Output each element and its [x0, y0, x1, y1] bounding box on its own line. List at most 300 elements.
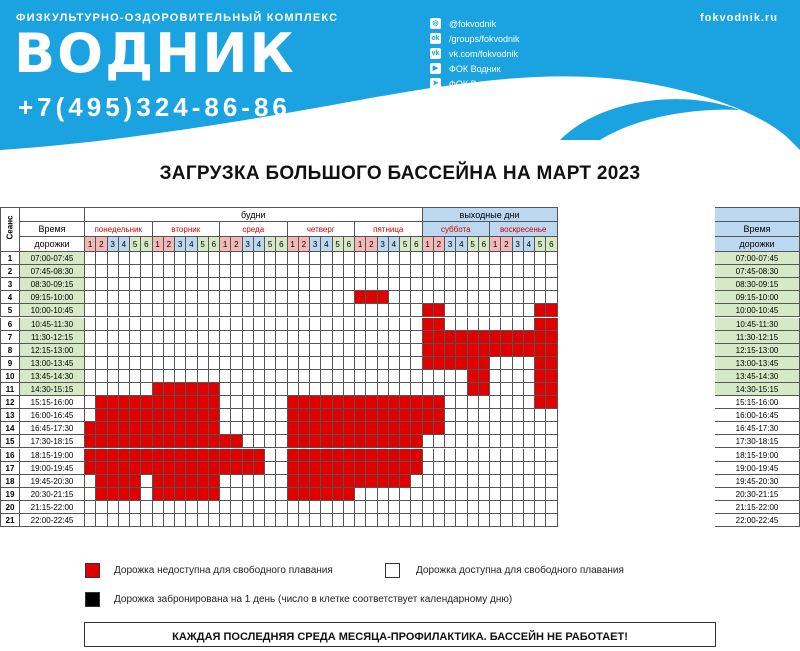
lane-slot	[231, 278, 242, 291]
lane-slot	[108, 252, 119, 265]
lane-slot	[445, 514, 456, 527]
lanes-header: дорожки	[20, 237, 85, 252]
legend-available: Дорожка доступна для свободного плавания	[416, 565, 624, 576]
lane-slot	[479, 462, 490, 475]
session-number: 15	[0, 435, 20, 448]
lane-slot	[254, 422, 265, 435]
lane-slot	[546, 435, 557, 448]
lane-slot	[288, 396, 299, 409]
lane-slot	[411, 252, 422, 265]
lane-header: 1	[490, 237, 501, 252]
lane-slot	[276, 278, 287, 291]
lane-header: 1	[355, 237, 366, 252]
lane-slot	[209, 304, 220, 317]
lane-slot	[243, 435, 254, 448]
lane-slot	[243, 318, 254, 331]
lane-slot	[333, 252, 344, 265]
lane-slot	[164, 449, 175, 462]
lane-slot	[321, 396, 332, 409]
lane-slot	[164, 370, 175, 383]
lane-slot	[355, 344, 366, 357]
lane-slot	[378, 449, 389, 462]
time-slot-right: 13:00-13:45	[715, 357, 800, 370]
lane-slot	[400, 396, 411, 409]
lane-slot	[175, 462, 186, 475]
complex-subtitle: ФИЗКУЛЬТУРНО-ОЗДОРОВИТЕЛЬНЫЙ КОМПЛЕКС	[16, 12, 339, 24]
lane-slot	[164, 331, 175, 344]
time-slot-right: 13:45-14:30	[715, 370, 800, 383]
lane-slot	[524, 409, 535, 422]
time-slot-right: 17:30-18:15	[715, 435, 800, 448]
time-slot-left: 11:30-12:15	[20, 331, 85, 344]
lane-slot	[310, 475, 321, 488]
lane-slot	[265, 409, 276, 422]
lane-slot	[96, 462, 107, 475]
lane-slot	[321, 344, 332, 357]
lane-slot	[209, 514, 220, 527]
lane-slot	[186, 514, 197, 527]
lane-slot	[378, 252, 389, 265]
lane-slot	[220, 291, 231, 304]
lane-slot	[186, 435, 197, 448]
lane-slot	[96, 318, 107, 331]
lane-slot	[141, 435, 152, 448]
lane-slot	[119, 252, 130, 265]
lane-slot	[479, 331, 490, 344]
lanes-header-right: дорожки	[715, 237, 800, 252]
lane-slot	[434, 344, 445, 357]
lane-slot	[468, 422, 479, 435]
lane-slot	[366, 462, 377, 475]
lane-slot	[288, 501, 299, 514]
lane-slot	[198, 383, 209, 396]
lane-slot	[490, 449, 501, 462]
lane-slot	[254, 435, 265, 448]
lane-slot	[243, 304, 254, 317]
lane-slot	[513, 422, 524, 435]
lane-slot	[254, 475, 265, 488]
lane-slot	[288, 383, 299, 396]
lane-slot	[175, 383, 186, 396]
lane-header: 6	[276, 237, 287, 252]
lane-slot	[490, 265, 501, 278]
lane-slot	[130, 449, 141, 462]
lane-slot	[344, 357, 355, 370]
lane-slot	[231, 304, 242, 317]
lane-slot	[411, 409, 422, 422]
lane-slot	[513, 370, 524, 383]
lane-slot	[288, 435, 299, 448]
lane-slot	[378, 501, 389, 514]
lane-slot	[299, 462, 310, 475]
lane-slot	[231, 462, 242, 475]
lane-slot	[501, 304, 512, 317]
lane-slot	[535, 291, 546, 304]
lane-header: 1	[153, 237, 164, 252]
lane-slot	[501, 501, 512, 514]
lane-slot	[423, 435, 434, 448]
lane-slot	[265, 331, 276, 344]
lane-slot	[490, 357, 501, 370]
lane-slot	[423, 422, 434, 435]
lane-slot	[524, 265, 535, 278]
lane-slot	[198, 462, 209, 475]
session-number: 18	[0, 475, 20, 488]
lane-slot	[231, 449, 242, 462]
lane-slot	[220, 370, 231, 383]
phone-number[interactable]: +7(495)324-86-86	[18, 92, 291, 122]
lane-slot	[423, 252, 434, 265]
social-row[interactable]	[430, 46, 520, 61]
lane-slot	[366, 265, 377, 278]
lane-slot	[288, 344, 299, 357]
lane-slot	[411, 396, 422, 409]
lane-slot	[265, 396, 276, 409]
lane-slot	[85, 370, 96, 383]
session-number: 14	[0, 422, 20, 435]
lane-slot	[209, 422, 220, 435]
lane-slot	[141, 357, 152, 370]
lane-slot	[513, 344, 524, 357]
lane-slot	[344, 475, 355, 488]
lane-slot	[490, 331, 501, 344]
lane-slot	[468, 396, 479, 409]
lane-slot	[321, 318, 332, 331]
lane-slot	[546, 304, 557, 317]
lane-slot	[501, 318, 512, 331]
telegram-icon: ➤	[430, 78, 441, 89]
lane-slot	[321, 331, 332, 344]
lane-slot	[141, 331, 152, 344]
lane-slot	[468, 252, 479, 265]
lane-slot	[130, 331, 141, 344]
session-number: 3	[0, 278, 20, 291]
lane-slot	[141, 462, 152, 475]
lane-slot	[333, 422, 344, 435]
lane-slot	[445, 435, 456, 448]
lane-slot	[85, 488, 96, 501]
lane-slot	[400, 409, 411, 422]
lane-header: 6	[141, 237, 152, 252]
lane-slot	[310, 409, 321, 422]
lane-slot	[456, 304, 467, 317]
lane-slot	[164, 462, 175, 475]
lane-header: 2	[434, 237, 445, 252]
lane-slot	[468, 462, 479, 475]
weekend-header: выходные дни	[423, 207, 558, 222]
lane-slot	[265, 449, 276, 462]
legend-booked: Дорожка забронирована на 1 день (число в клетке соответствует календарному дню)	[114, 594, 513, 605]
lane-slot	[355, 304, 366, 317]
time-slot-right: 12:15-13:00	[715, 344, 800, 357]
lane-slot	[400, 252, 411, 265]
lane-slot	[333, 514, 344, 527]
social-label: vk.com/fokvodnik	[449, 48, 519, 59]
maintenance-notice: КАЖДАЯ ПОСЛЕДНЯЯ СРЕДА МЕСЯЦА-ПРОФИЛАКТИКА. БАССЕЙН НЕ РАБОТАЕТ!	[84, 622, 716, 647]
lane-slot	[378, 488, 389, 501]
lane-slot	[108, 422, 119, 435]
lane-slot	[479, 475, 490, 488]
lane-slot	[231, 422, 242, 435]
lane-slot	[153, 488, 164, 501]
lane-slot	[333, 435, 344, 448]
lane-slot	[186, 265, 197, 278]
lane-slot	[288, 370, 299, 383]
time-slot-right: 07:00-07:45	[715, 252, 800, 265]
lane-slot	[524, 514, 535, 527]
lane-slot	[231, 265, 242, 278]
time-slot-left: 07:45-08:30	[20, 265, 85, 278]
lane-slot	[220, 501, 231, 514]
lane-slot	[209, 265, 220, 278]
lane-slot	[108, 383, 119, 396]
lane-slot	[119, 344, 130, 357]
lane-slot	[355, 291, 366, 304]
lane-slot	[524, 462, 535, 475]
lane-slot	[333, 318, 344, 331]
lane-slot	[378, 409, 389, 422]
lane-slot	[299, 278, 310, 291]
lane-slot	[198, 449, 209, 462]
lane-slot	[254, 396, 265, 409]
lane-slot	[366, 488, 377, 501]
lane-slot	[85, 278, 96, 291]
lane-slot	[175, 291, 186, 304]
lane-slot	[299, 475, 310, 488]
lane-slot	[96, 475, 107, 488]
lane-slot	[164, 422, 175, 435]
social-row[interactable]	[430, 61, 520, 76]
lane-slot	[299, 252, 310, 265]
day-header: воскресенье	[490, 222, 558, 237]
lane-slot	[119, 514, 130, 527]
lane-slot	[366, 396, 377, 409]
lane-slot	[366, 318, 377, 331]
website-link[interactable]: fokvodnik.ru	[699, 12, 778, 24]
lane-slot	[423, 331, 434, 344]
lane-slot	[546, 475, 557, 488]
lane-slot	[513, 265, 524, 278]
lane-slot	[355, 252, 366, 265]
lane-slot	[276, 331, 287, 344]
lane-header: 4	[119, 237, 130, 252]
lane-slot	[310, 318, 321, 331]
lane-slot	[546, 488, 557, 501]
lane-slot	[108, 409, 119, 422]
lane-slot	[423, 304, 434, 317]
lane-slot	[108, 318, 119, 331]
session-number: 4	[0, 291, 20, 304]
lane-slot	[186, 501, 197, 514]
lane-slot	[186, 252, 197, 265]
lane-slot	[130, 357, 141, 370]
social-row[interactable]	[430, 31, 520, 46]
lane-slot	[411, 357, 422, 370]
lane-slot	[175, 514, 186, 527]
lane-slot	[479, 265, 490, 278]
time-slot-right: 18:15-19:00	[715, 449, 800, 462]
lane-slot	[164, 488, 175, 501]
lane-slot	[445, 488, 456, 501]
lane-slot	[96, 383, 107, 396]
lane-slot	[231, 291, 242, 304]
lane-slot	[153, 449, 164, 462]
social-row[interactable]	[430, 76, 520, 91]
lane-header: 4	[389, 237, 400, 252]
lane-slot	[119, 304, 130, 317]
lane-slot	[411, 370, 422, 383]
lane-slot	[119, 370, 130, 383]
lane-slot	[445, 278, 456, 291]
lane-slot	[198, 488, 209, 501]
lane-slot	[198, 514, 209, 527]
lane-slot	[479, 435, 490, 448]
lane-slot	[456, 278, 467, 291]
lane-slot	[164, 278, 175, 291]
lane-slot	[243, 370, 254, 383]
lane-slot	[175, 344, 186, 357]
lane-slot	[479, 357, 490, 370]
lane-slot	[366, 357, 377, 370]
lane-slot	[423, 449, 434, 462]
lane-slot	[445, 331, 456, 344]
social-row[interactable]	[430, 16, 520, 31]
lane-slot	[513, 252, 524, 265]
lane-slot	[423, 514, 434, 527]
lane-slot	[220, 278, 231, 291]
lane-slot	[288, 291, 299, 304]
lane-slot	[119, 396, 130, 409]
lane-slot	[513, 357, 524, 370]
lane-slot	[479, 514, 490, 527]
lane-slot	[468, 370, 479, 383]
time-slot-left: 16:45-17:30	[20, 422, 85, 435]
lane-slot	[490, 462, 501, 475]
lane-slot	[524, 475, 535, 488]
lane-slot	[355, 449, 366, 462]
lane-slot	[490, 488, 501, 501]
lane-slot	[411, 318, 422, 331]
lane-slot	[153, 331, 164, 344]
social-label: /groups/fokvodnik	[449, 33, 520, 44]
lane-slot	[479, 396, 490, 409]
lane-slot	[108, 514, 119, 527]
lane-slot	[198, 278, 209, 291]
lane-slot	[344, 488, 355, 501]
lane-slot	[445, 475, 456, 488]
lane-slot	[209, 278, 220, 291]
lane-slot	[108, 370, 119, 383]
lane-slot	[389, 396, 400, 409]
lane-slot	[130, 370, 141, 383]
lane-slot	[378, 383, 389, 396]
lane-slot	[434, 304, 445, 317]
lane-slot	[130, 396, 141, 409]
lane-header: 2	[299, 237, 310, 252]
lane-slot	[85, 409, 96, 422]
lane-slot	[546, 383, 557, 396]
lane-slot	[243, 265, 254, 278]
lane-slot	[344, 383, 355, 396]
lane-slot	[366, 370, 377, 383]
lane-slot	[254, 383, 265, 396]
time-slot-left: 15:15-16:00	[20, 396, 85, 409]
day-header: среда	[220, 222, 288, 237]
lane-slot	[333, 449, 344, 462]
lane-slot	[490, 344, 501, 357]
lane-slot	[243, 252, 254, 265]
lane-header: 5	[400, 237, 411, 252]
lane-slot	[445, 291, 456, 304]
lane-slot	[164, 304, 175, 317]
lane-slot	[535, 462, 546, 475]
lane-slot	[108, 462, 119, 475]
lane-slot	[389, 488, 400, 501]
lane-slot	[288, 488, 299, 501]
lane-slot	[355, 409, 366, 422]
lane-slot	[130, 278, 141, 291]
lane-slot	[355, 396, 366, 409]
lane-slot	[209, 291, 220, 304]
session-number: 6	[0, 318, 20, 331]
lane-slot	[501, 409, 512, 422]
page-title: ЗАГРУЗКА БОЛЬШОГО БАССЕЙНА НА МАРТ 2023	[159, 163, 641, 184]
lane-slot	[276, 422, 287, 435]
lane-slot	[254, 318, 265, 331]
day-header: пятница	[355, 222, 423, 237]
lane-slot	[164, 265, 175, 278]
lane-slot	[333, 344, 344, 357]
lane-slot	[175, 357, 186, 370]
lane-slot	[333, 475, 344, 488]
lane-slot	[108, 265, 119, 278]
lane-slot	[321, 252, 332, 265]
lane-slot	[513, 409, 524, 422]
lane-slot	[434, 488, 445, 501]
lane-slot	[490, 278, 501, 291]
lane-slot	[209, 449, 220, 462]
lane-slot	[243, 409, 254, 422]
lane-slot	[344, 501, 355, 514]
lane-slot	[153, 344, 164, 357]
lane-slot	[209, 357, 220, 370]
lane-slot	[198, 501, 209, 514]
lane-slot	[513, 278, 524, 291]
lane-slot	[355, 475, 366, 488]
lane-slot	[310, 462, 321, 475]
lane-slot	[445, 265, 456, 278]
session-number: 9	[0, 357, 20, 370]
legend-black-swatch	[85, 592, 100, 607]
lane-slot	[513, 488, 524, 501]
lane-slot	[288, 304, 299, 317]
lane-slot	[434, 462, 445, 475]
lane-slot	[310, 357, 321, 370]
lane-slot	[434, 291, 445, 304]
lane-slot	[220, 344, 231, 357]
lane-slot	[456, 370, 467, 383]
lane-slot	[119, 422, 130, 435]
lane-slot	[501, 252, 512, 265]
lane-slot	[423, 383, 434, 396]
lane-slot	[198, 291, 209, 304]
session-number: 10	[0, 370, 20, 383]
lane-slot	[513, 435, 524, 448]
lane-slot	[344, 278, 355, 291]
lane-slot	[456, 357, 467, 370]
lane-slot	[198, 357, 209, 370]
lane-slot	[299, 370, 310, 383]
